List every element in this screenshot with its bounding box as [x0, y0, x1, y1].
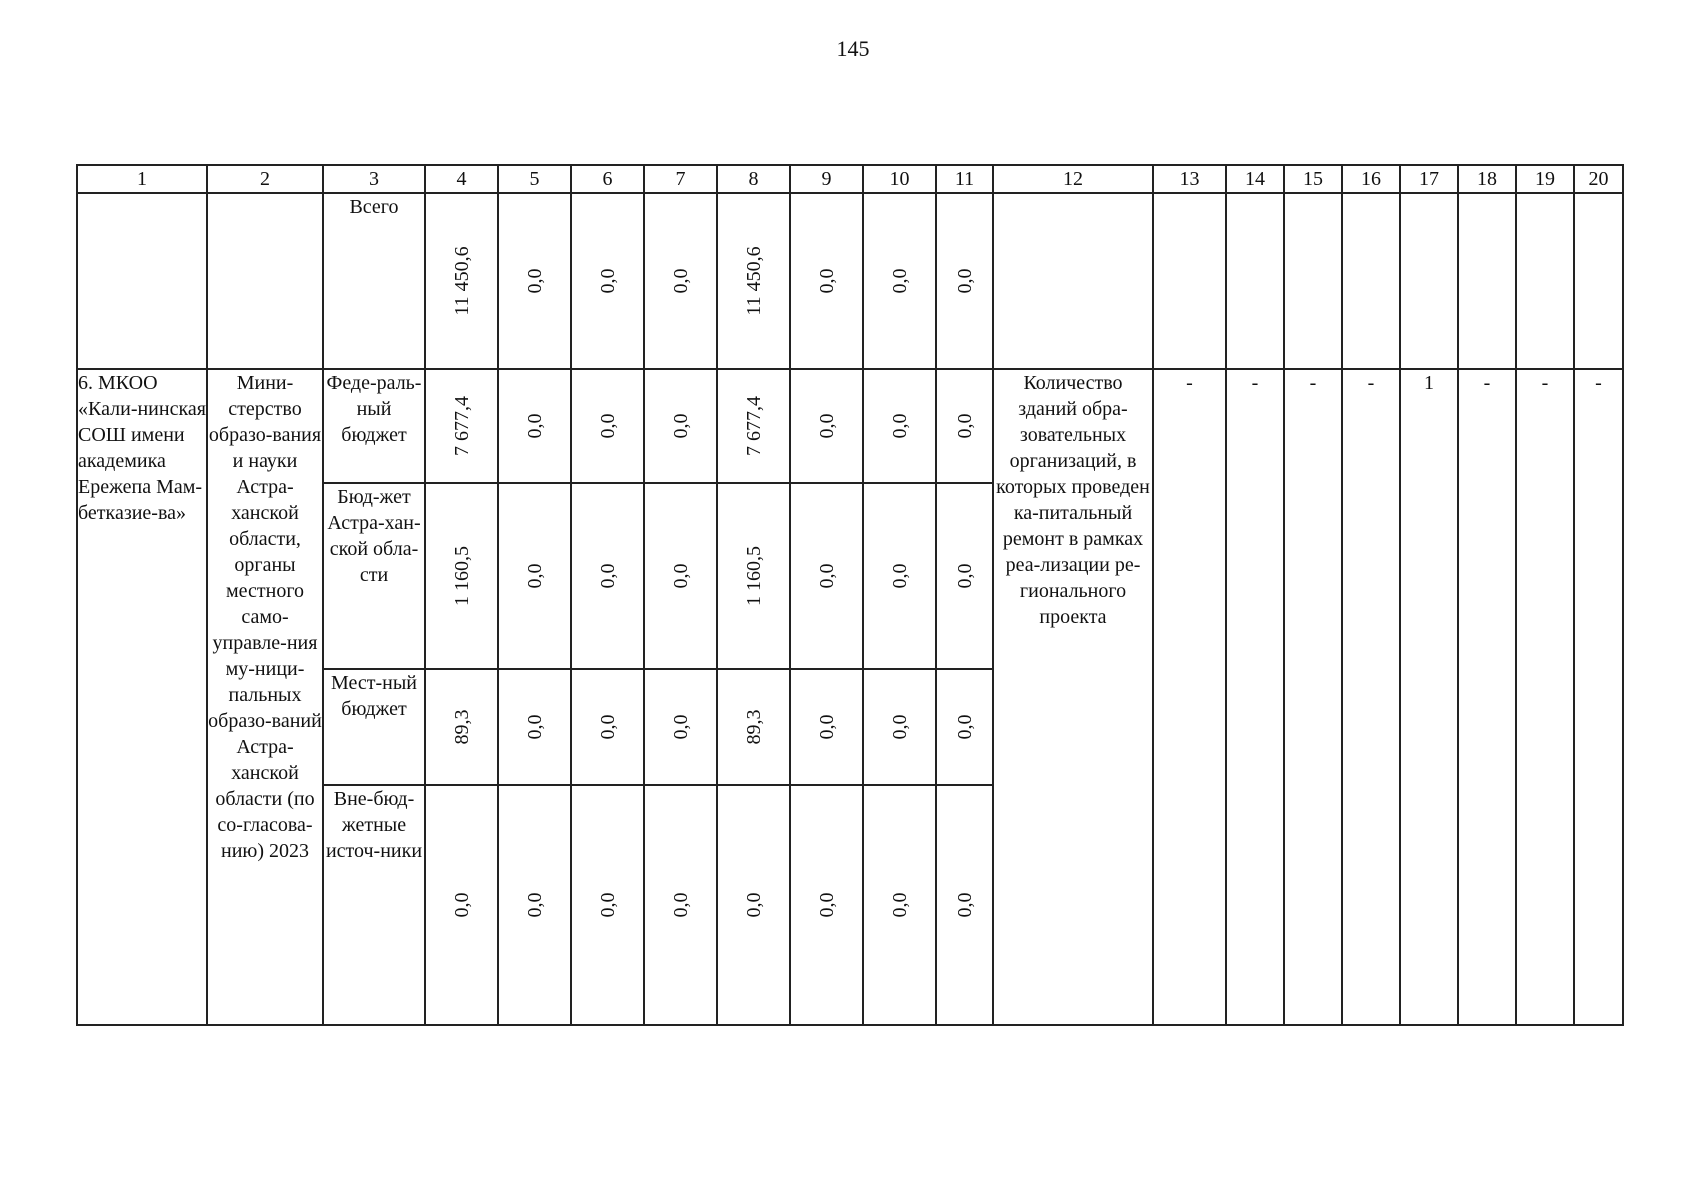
total-value: 11 450,6 — [425, 193, 498, 369]
total-value: 11 450,6 — [717, 193, 790, 369]
empty-cell — [1574, 193, 1623, 369]
funding-source: Феде-раль-ный бюджет — [323, 369, 425, 483]
column-number: 15 — [1284, 165, 1342, 193]
funding-value: 0,0 — [498, 669, 571, 785]
funding-value: 0,0 — [498, 785, 571, 1025]
total-value: 0,0 — [863, 193, 936, 369]
empty-cell — [1400, 193, 1458, 369]
total-value: 0,0 — [790, 193, 863, 369]
empty-cell — [1458, 193, 1516, 369]
funding-value: 0,0 — [790, 483, 863, 669]
empty-cell — [993, 193, 1153, 369]
funding-value: 0,0 — [498, 483, 571, 669]
column-number: 10 — [863, 165, 936, 193]
funding-value: 0,0 — [571, 785, 644, 1025]
column-number: 17 — [1400, 165, 1458, 193]
column-number: 11 — [936, 165, 993, 193]
budget-table — [76, 164, 1624, 1026]
column-number: 2 — [207, 165, 323, 193]
funding-source: Вне-бюд-жетные источ-ники — [323, 785, 425, 1025]
indicator-value: - — [1458, 369, 1516, 1025]
funding-value: 0,0 — [790, 669, 863, 785]
funding-value: 89,3 — [425, 669, 498, 785]
funding-value: 0,0 — [571, 483, 644, 669]
column-number: 20 — [1574, 165, 1623, 193]
column-number: 16 — [1342, 165, 1400, 193]
column-number: 14 — [1226, 165, 1284, 193]
column-number: 19 — [1516, 165, 1574, 193]
funding-value: 1 160,5 — [425, 483, 498, 669]
column-number: 18 — [1458, 165, 1516, 193]
indicator-value: - — [1284, 369, 1342, 1025]
funding-value: 0,0 — [863, 483, 936, 669]
column-number: 13 — [1153, 165, 1226, 193]
funding-value: 0,0 — [863, 785, 936, 1025]
column-number: 3 — [323, 165, 425, 193]
total-label: Всего — [323, 193, 425, 369]
funding-value: 89,3 — [717, 669, 790, 785]
indicator-value: - — [1342, 369, 1400, 1025]
empty-cell — [1153, 193, 1226, 369]
funding-value: 7 677,4 — [717, 369, 790, 483]
empty-cell — [1516, 193, 1574, 369]
column-number: 5 — [498, 165, 571, 193]
funding-value: 0,0 — [571, 669, 644, 785]
indicator-value: - — [1516, 369, 1574, 1025]
page-number: 145 — [836, 36, 870, 61]
column-number: 8 — [717, 165, 790, 193]
funding-value: 0,0 — [644, 669, 717, 785]
funding-value: 0,0 — [425, 785, 498, 1025]
empty-cell — [1226, 193, 1284, 369]
funding-value: 0,0 — [936, 369, 993, 483]
funding-value: 0,0 — [790, 369, 863, 483]
funding-value: 7 677,4 — [425, 369, 498, 483]
funding-value: 0,0 — [644, 785, 717, 1025]
indicator-value: - — [1153, 369, 1226, 1025]
executor: Мини-стерство образо-вания и науки Астра-ханской области, органы местного само-управле-ния му-ници-пальных образо-ваний Астра-ханской области (по со-гласова-нию) 2023 — [207, 369, 323, 1025]
funding-value: 0,0 — [571, 369, 644, 483]
indicator-value: 1 — [1400, 369, 1458, 1025]
funding-source: Мест-ный бюджет — [323, 669, 425, 785]
column-number-row — [77, 165, 1623, 193]
total-value: 0,0 — [644, 193, 717, 369]
indicator-name: Количество зданий обра-зовательных организаций, в которых проведен ка-питальный ремонт в рамках реа-лизации ре-гионального проекта — [993, 369, 1153, 1025]
funding-value: 0,0 — [936, 483, 993, 669]
funding-value: 0,0 — [498, 369, 571, 483]
indicator-value: - — [1226, 369, 1284, 1025]
total-value: 0,0 — [498, 193, 571, 369]
column-number: 1 — [77, 165, 207, 193]
total-value: 0,0 — [571, 193, 644, 369]
funding-value: 0,0 — [863, 369, 936, 483]
empty-cell — [77, 193, 207, 369]
column-number: 4 — [425, 165, 498, 193]
empty-cell — [207, 193, 323, 369]
funding-value: 0,0 — [644, 483, 717, 669]
funding-value: 0,0 — [863, 669, 936, 785]
funding-value: 0,0 — [717, 785, 790, 1025]
object-name: 6. МКОО «Кали-нинская СОШ имени академика Ережепа Мам-бетказие-ва» — [77, 369, 207, 1025]
funding-value: 0,0 — [936, 785, 993, 1025]
total-row — [77, 193, 1623, 369]
column-number: 7 — [644, 165, 717, 193]
funding-value: 1 160,5 — [717, 483, 790, 669]
funding-value: 0,0 — [936, 669, 993, 785]
empty-cell — [1342, 193, 1400, 369]
funding-value: 0,0 — [644, 369, 717, 483]
column-number: 9 — [790, 165, 863, 193]
funding-row — [77, 369, 1623, 483]
total-value: 0,0 — [936, 193, 993, 369]
funding-source: Бюд-жет Астра-хан-ской обла-сти — [323, 483, 425, 669]
column-number: 6 — [571, 165, 644, 193]
funding-value: 0,0 — [790, 785, 863, 1025]
column-number: 12 — [993, 165, 1153, 193]
empty-cell — [1284, 193, 1342, 369]
indicator-value: - — [1574, 369, 1623, 1025]
